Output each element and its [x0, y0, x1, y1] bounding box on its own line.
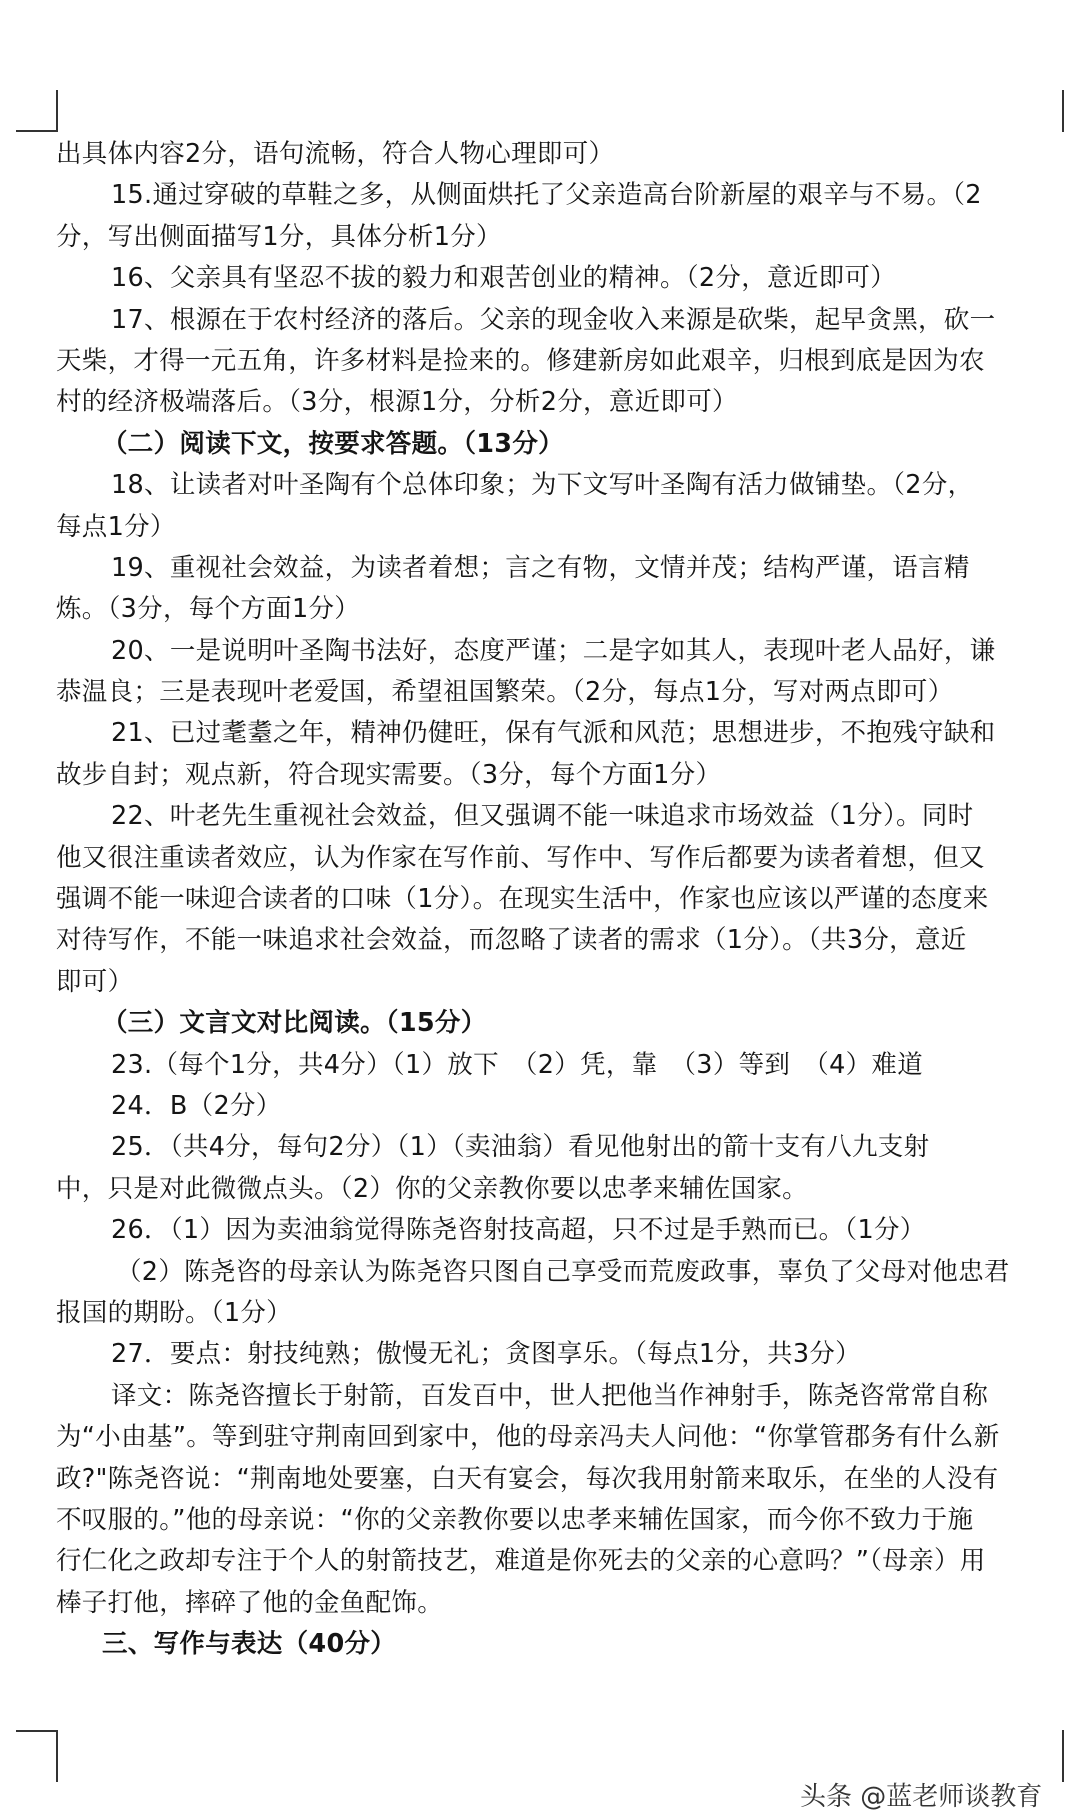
text-line: 每点1分）: [56, 511, 176, 542]
answer-23: 23.（每个1分，共4分）（1）放下 （2）凭，靠 （3）等到 （4）难道: [111, 1049, 923, 1080]
text-line: 中，只是对此微微点头。（2）你的父亲教你要以忠孝来辅佐国家。: [56, 1173, 808, 1204]
answer-21: 21、已过耄耋之年，精神仍健旺，保有气派和风范；思想进步，不抱残守缺和: [111, 718, 996, 749]
watermark: 头条 @蓝老师谈教育: [800, 1782, 1043, 1812]
answer-15: 15.通过穿破的草鞋之多，从侧面烘托了父亲造高台阶新屋的艰辛与不易。（2: [111, 180, 982, 211]
text-line: 故步自封；观点新，符合现实需要。（3分，每个方面1分）: [56, 759, 722, 790]
text-line: 天柴，才得一元五角，许多材料是捡来的。修建新房如此艰辛，归根到底是因为农: [56, 345, 985, 376]
answer-18: 18、让读者对叶圣陶有个总体印象；为下文写叶圣陶有活力做铺垫。（2分，: [111, 470, 974, 501]
answer-16: 16、父亲具有坚忍不拔的毅力和艰苦创业的精神。（2分，意近即可）: [111, 263, 897, 294]
answer-20: 20、一是说明叶圣陶书法好，态度严谨；二是字如其人，表现叶老人品好，谦: [111, 635, 996, 666]
text-line: 恭温良；三是表现叶老爱国，希望祖国繁荣。（2分，每点1分，写对两点即可）: [56, 677, 954, 708]
text-line: 炼。（3分，每个方面1分）: [56, 594, 361, 625]
text-line: 即可）: [56, 966, 134, 997]
translation: 译文：陈尧咨擅长于射箭，百发百中，世人把他当作神射手，陈尧咨常常自称: [111, 1380, 989, 1411]
answer-26: 26．（1）因为卖油翁觉得陈尧咨射技高超，只不过是手熟而已。（1分）: [111, 1215, 926, 1246]
answer-24: 24．B（2分）: [111, 1090, 282, 1121]
text-line: 他又很注重读者效应，认为作家在写作前、写作中、写作后都要为读者着想，但又: [56, 842, 985, 873]
crop-mark-bottom-left: [16, 1730, 58, 1782]
text-line: 出具体内容2分，语句流畅，符合人物心理即可）: [56, 139, 615, 169]
answer-26-part-2: （2）陈尧咨的母亲认为陈尧咨只图自己享受而荒废政事，辜负了父母对他忠君: [116, 1256, 1010, 1287]
crop-mark-top-left: [16, 90, 58, 132]
text-line: 棒子打他，摔碎了他的金鱼配饰。: [56, 1587, 444, 1618]
text-line: 为“小由基”。等到驻守荆南回到家中，他的母亲冯夫人问他：“你掌管郡务有什么新: [56, 1422, 1000, 1453]
section-heading-writing: 三、写作与表达（40分）: [102, 1629, 397, 1660]
text-line: 对待写作，不能一味追求社会效益，而忽略了读者的需求（1分）。（共3分，意近: [56, 925, 967, 956]
text-line: 分，写出侧面描写1分，具体分析1分）: [56, 221, 502, 252]
crop-mark-top-right: [1062, 90, 1064, 132]
answer-17: 17、根源在于农村经济的落后。父亲的现金收入来源是砍柴，起早贪黑，砍一: [111, 304, 996, 335]
section-heading-3: （三）文言文对比阅读。（15分）: [102, 1008, 487, 1039]
text-line: 报国的期盼。（1分）: [56, 1297, 292, 1328]
crop-mark-bottom-right: [1062, 1730, 1064, 1782]
text-line: 村的经济极端落后。（3分，根源1分，分析2分，意近即可）: [56, 387, 738, 418]
answer-text-body: [56, 134, 1061, 1665]
text-line: 政?"陈尧咨说：“荆南地处要塞，白天有宴会，每次我用射箭来取乐，在坐的人没有: [56, 1463, 999, 1494]
section-heading-2: （二）阅读下文，按要求答题。（13分）: [102, 428, 564, 459]
text-line: 行仁化之政却专注于个人的射箭技艺，难道是你死去的父亲的心意吗？”（母亲）用: [56, 1546, 986, 1577]
answer-25: 25．（共4分，每句2分）（1）（卖油翁）看见他射出的箭十支有八九支射: [111, 1132, 930, 1163]
answer-22: 22、叶老先生重视社会效益，但又强调不能一味追求市场效益（1分）。同时: [111, 801, 974, 832]
text-line: 强调不能一味迎合读者的口味（1分）。在现实生活中，作家也应该以严谨的态度来: [56, 884, 989, 915]
text-line: 不叹服的。”他的母亲说：“你的父亲教你要以忠孝来辅佐国家，而今你不致力于施: [56, 1504, 974, 1535]
answer-19: 19、重视社会效益，为读者着想；言之有物，文情并茂；结构严谨，语言精: [111, 552, 970, 583]
answer-27: 27．要点：射技纯熟；傲慢无礼；贪图享乐。（每点1分，共3分）: [111, 1339, 861, 1370]
